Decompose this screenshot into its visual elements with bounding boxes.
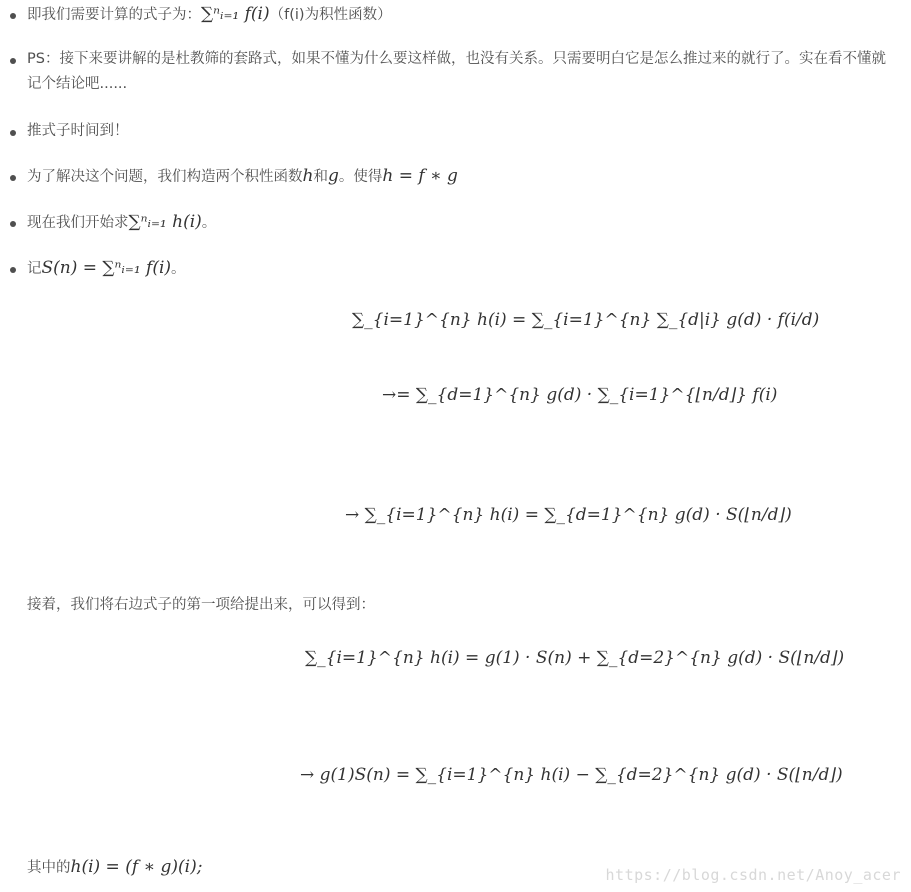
- math-inline: ∑ⁿᵢ₌₁ h(i): [128, 212, 202, 232]
- bullet-dot: [10, 221, 16, 227]
- bullet-dot: [10, 130, 16, 136]
- equation-4: ∑_{i=1}^{n} h(i) = g(1) · S(n) + ∑_{d=2}^{n} g(d) · S(⌊n/d⌋): [305, 648, 845, 668]
- math-inline: h(i) = (f ∗ g)(i);: [70, 857, 203, 877]
- bullet-dot: [10, 175, 16, 181]
- last-line: 其中的h(i) = (f ∗ g)(i);: [27, 857, 203, 877]
- bullet-text: PS：接下来要讲解的是杜教筛的套路式，如果不懂为什么要这样做，也没有关系。只需要明白它是怎么推过来的就行了。实在看不懂就记个结论吧......: [27, 51, 886, 92]
- bullet-dot: [10, 267, 16, 273]
- bullet-text: 记S(n) = ∑ⁿᵢ₌₁ f(i)。: [27, 258, 186, 278]
- bullet-text: 推式子时间到！: [27, 123, 129, 139]
- math-inline: ∑ⁿᵢ₌₁ f(i): [201, 4, 270, 24]
- equation-1: ∑_{i=1}^{n} h(i) = ∑_{i=1}^{n} ∑_{d|i} g(d) · f(i/d): [352, 310, 820, 330]
- watermark: https://blog.csdn.net/Anoy_acer: [605, 866, 901, 884]
- math-inline: S(n) = ∑ⁿᵢ₌₁ f(i): [41, 258, 172, 278]
- equation-5: → g(1)S(n) = ∑_{i=1}^{n} h(i) − ∑_{d=2}^{n} g(d) · S(⌊n/d⌋): [300, 765, 843, 785]
- math-inline: h = f ∗ g: [382, 166, 458, 186]
- bullet-text: 现在我们开始求∑ⁿᵢ₌₁ h(i)。: [27, 212, 217, 232]
- bullet-text: 为了解决这个问题，我们构造两个积性函数h和g。使得h = f ∗ g: [27, 166, 458, 186]
- bullet-dot: [10, 58, 16, 64]
- equation-3: → ∑_{i=1}^{n} h(i) = ∑_{d=1}^{n} g(d) · S(⌊n/d⌋): [345, 505, 792, 525]
- bullet-dot: [10, 13, 16, 19]
- equation-2: →= ∑_{d=1}^{n} g(d) · ∑_{i=1}^{⌊n/d⌋} f(i): [382, 385, 778, 405]
- paragraph-text: 接着，我们将右边式子的第一项给提出来，可以得到：: [27, 597, 375, 613]
- bullet-text: 即我们需要计算的式子为：∑ⁿᵢ₌₁ f(i)（f(i)为积性函数）: [27, 4, 392, 24]
